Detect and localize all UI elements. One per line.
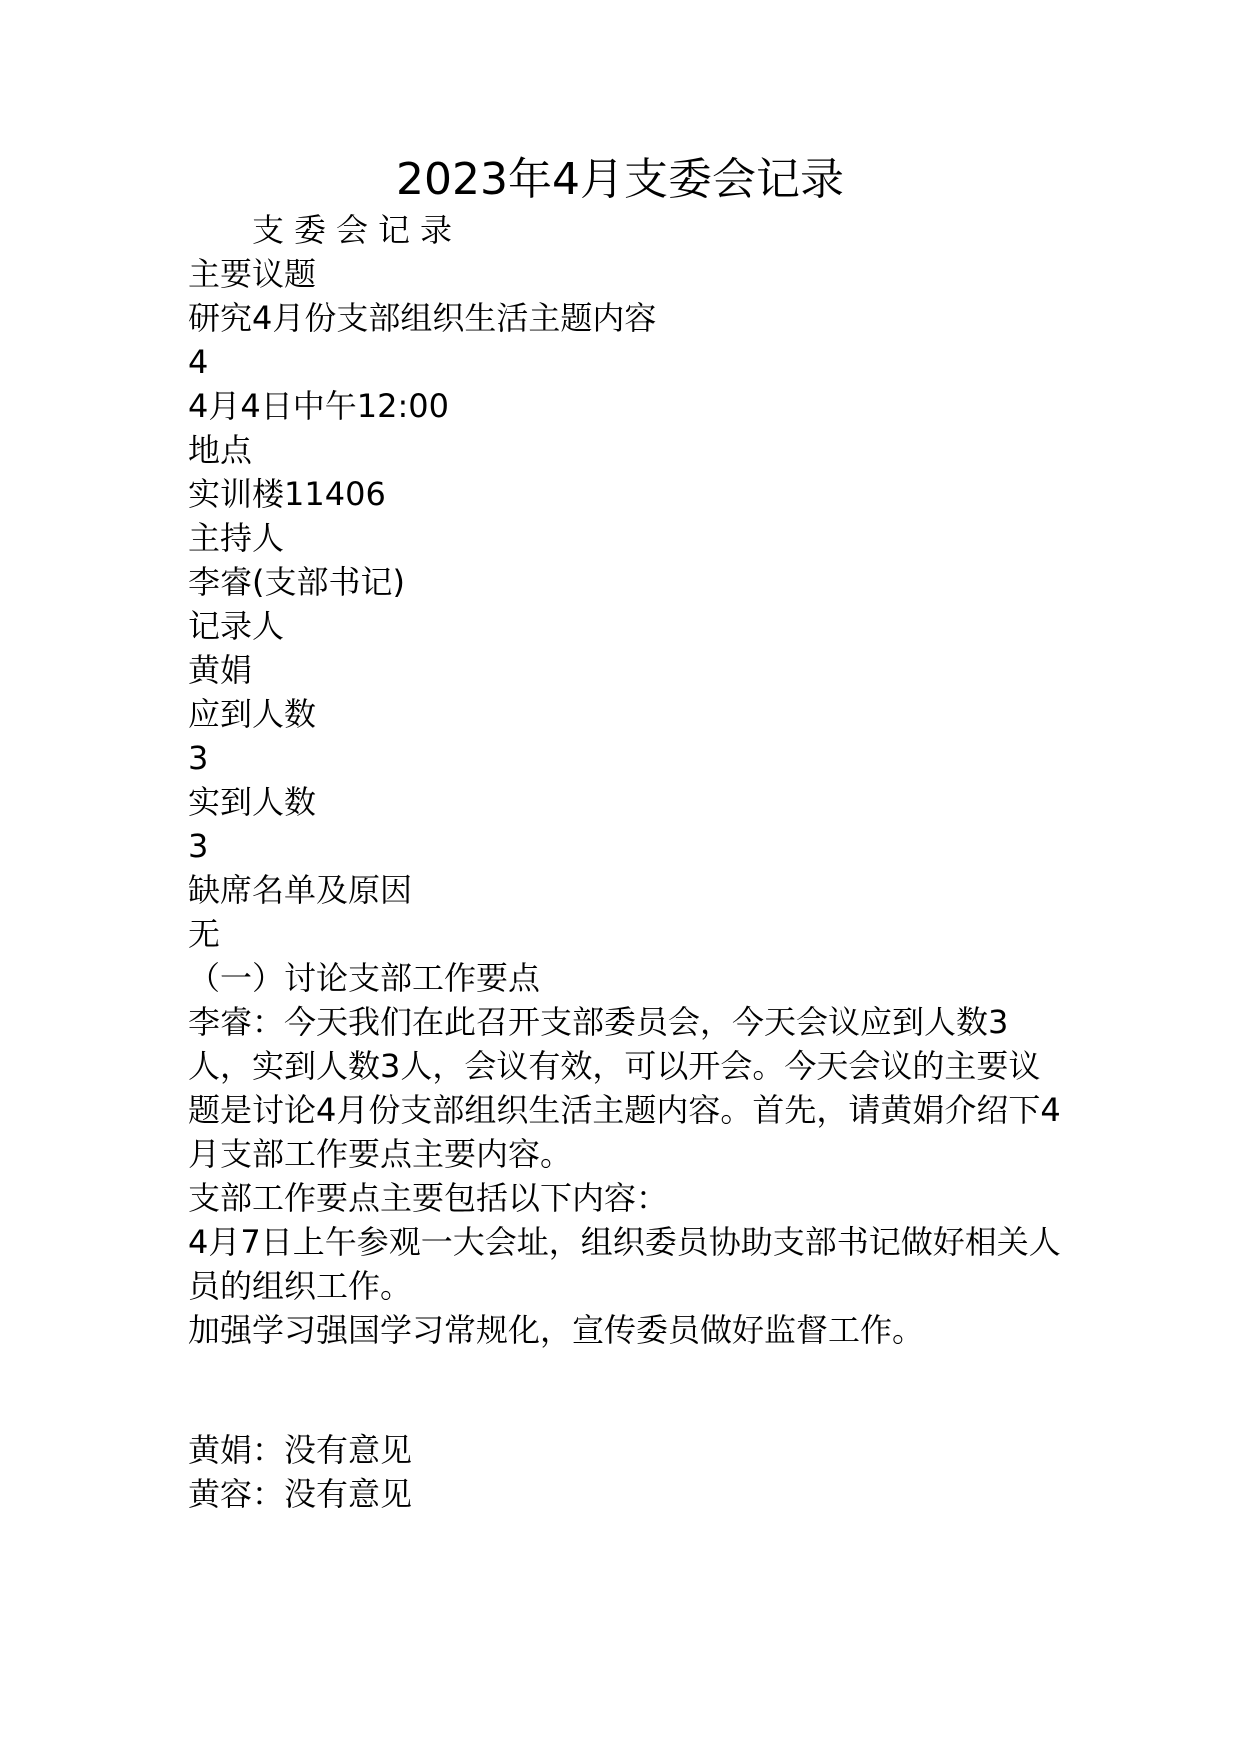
field-value-expected-attendance: 3 bbox=[188, 739, 209, 777]
field-value-host: 李睿(支部书记) bbox=[188, 563, 405, 601]
field-value-month: 4 bbox=[188, 343, 209, 381]
field-label-absentees: 缺席名单及原因 bbox=[188, 871, 413, 909]
field-label-actual-attendance: 实到人数 bbox=[188, 783, 317, 821]
document-title: 2023年4月支委会记录 bbox=[396, 154, 844, 205]
paragraph-opening-remarks: 李睿：今天我们在此召开支部委员会，今天会议应到人数3人，实到人数3人，会议有效，可以开会。今天会议的主要议题是讨论4月份支部组织生活主题内容。首先，请黄娟介绍下4月支部工作要点主要内容。 bbox=[188, 1003, 1061, 1173]
document-subtitle: 支委会记录 bbox=[252, 211, 463, 249]
field-label-host: 主持人 bbox=[188, 519, 285, 557]
opinion-line: 黄容：没有意见 bbox=[188, 1475, 413, 1513]
blank-space bbox=[188, 1352, 1068, 1428]
field-value-location: 实训楼11406 bbox=[188, 475, 386, 513]
paragraph-work-point-1: 4月7日上午参观一大会址，组织委员协助支部书记做好相关人员的组织工作。 bbox=[188, 1223, 1061, 1305]
field-label-topic: 主要议题 bbox=[188, 255, 317, 293]
document-body bbox=[188, 252, 1068, 1516]
field-label-expected-attendance: 应到人数 bbox=[188, 695, 317, 733]
opinion-line: 黄娟：没有意见 bbox=[188, 1431, 413, 1469]
paragraph-work-points-intro: 支部工作要点主要包括以下内容： bbox=[188, 1179, 669, 1217]
field-value-absentees: 无 bbox=[188, 915, 221, 953]
field-label-recorder: 记录人 bbox=[188, 607, 285, 645]
field-value-topic: 研究4月份支部组织生活主题内容 bbox=[188, 299, 657, 337]
field-label-location: 地点 bbox=[188, 431, 253, 469]
paragraph-work-point-2: 加强学习强国学习常规化，宣传委员做好监督工作。 bbox=[188, 1311, 925, 1349]
section-heading: （一）讨论支部工作要点 bbox=[188, 959, 541, 997]
field-value-time: 4月4日中午12:00 bbox=[188, 387, 449, 425]
field-value-actual-attendance: 3 bbox=[188, 827, 209, 865]
field-value-recorder: 黄娟 bbox=[188, 651, 253, 689]
